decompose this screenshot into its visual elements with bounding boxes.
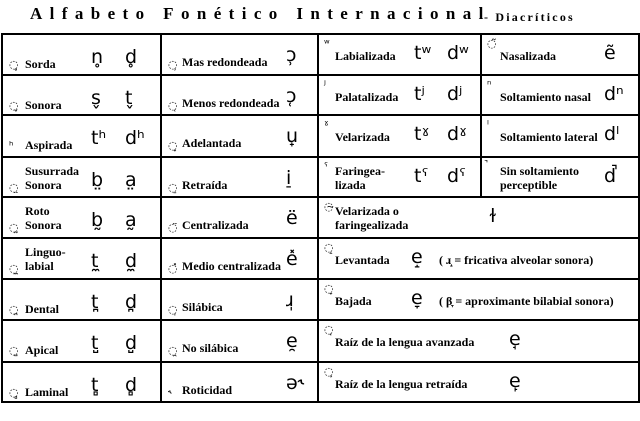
ipa-example: e̘ [509, 328, 521, 350]
ipa-example: ɹ̩ [286, 289, 294, 311]
table-row [2, 320, 639, 362]
ipa-example: d̼ [125, 250, 138, 272]
diacritic-cell [2, 279, 161, 320]
diacritic-cell [161, 279, 318, 320]
ipa-example: i̠ [286, 167, 292, 189]
diacritic-name: Mas redondeada [182, 55, 268, 69]
ipa-example: ə˞ [286, 372, 304, 394]
diacritic-name: Palatalizada [335, 90, 399, 104]
diacritic-name: Aspirada [25, 138, 73, 152]
table-row [2, 115, 639, 157]
diacritic-mark: ʲ [324, 78, 326, 91]
page-subtitle: - Diacríticos [484, 10, 575, 24]
diacritic-name: Dental [25, 302, 59, 316]
ipa-example: dˤ [447, 165, 467, 187]
ipa-example: b̤ [91, 169, 104, 191]
diacritic-name: Sorda [25, 57, 56, 71]
ipa-example: u̟ [286, 125, 299, 147]
diacritic-cell [2, 115, 161, 157]
table-row [2, 157, 639, 197]
diacritic-cell [2, 362, 161, 402]
ipa-example: d̥ [125, 46, 138, 68]
diacritic-cell [161, 157, 318, 197]
ipa-example: d̚ [604, 165, 617, 187]
ipa-example: n̥ [91, 46, 104, 68]
diacritic-name: Velarizada o faringealizada [335, 204, 409, 232]
ipa-example: dⁿ [604, 83, 624, 105]
diacritic-mark: ◌̥ [9, 58, 19, 71]
diacritic-cell [2, 34, 161, 75]
diacritic-name: Faringea- lizada [335, 164, 385, 192]
diacritic-mark: ˞ [168, 386, 172, 399]
ipa-example: ɔ̜ [286, 85, 297, 107]
diacritic-name: Raíz de la lengua retraída [335, 377, 468, 391]
ipa-example: dʲ [447, 83, 463, 105]
diacritic-cell [481, 115, 639, 157]
ipa-example: dˡ [604, 123, 620, 145]
diacritic-cell [161, 197, 318, 238]
diacritic-mark: ◌̺ [9, 344, 19, 357]
diacritic-mark: ◌̰ [9, 221, 19, 234]
ipa-example: dʰ [125, 127, 145, 149]
diacritic-mark: ◌̘ [324, 323, 334, 336]
diacritic-mark: ◌̽ [168, 262, 178, 275]
diacritic-mark: ◌̞ [324, 282, 334, 295]
diacritic-name: Silábica [182, 300, 223, 314]
table-row [2, 238, 639, 279]
ipa-example: s̬ [91, 87, 101, 109]
diacritic-mark: ◌̻ [9, 386, 19, 399]
diacritic-cell [2, 238, 161, 279]
diacritic-cell [318, 197, 639, 238]
diacritic-cell [481, 75, 639, 115]
ipa-example: t̬ [125, 87, 133, 109]
diacritic-cell [481, 34, 639, 75]
ipa-example: a̤ [125, 169, 137, 191]
diacritic-name: Linguo- labial [25, 245, 66, 273]
diacritic-name: Velarizada [335, 130, 390, 144]
diacritic-cell [318, 279, 639, 320]
ipa-example: t̺ [91, 332, 99, 354]
ipa-example: e̽ [286, 248, 298, 270]
diacritic-name: Labializada [335, 49, 396, 63]
diacritic-name: Bajada [335, 294, 372, 308]
diacritic-cell [2, 75, 161, 115]
diacritic-cell [318, 34, 481, 75]
diacritic-cell [318, 75, 481, 115]
diacritic-mark: ◌̩ [168, 303, 178, 316]
example-note: ( ɹ̝ = fricativa alveolar sonora) [439, 253, 594, 267]
ipa-example: tʷ [414, 42, 432, 64]
title-bar [0, 0, 640, 33]
diacritic-name: Retraída [182, 178, 228, 192]
diacritic-name: Soltamiento lateral [500, 130, 598, 144]
ipa-example: tʲ [414, 83, 425, 105]
diacritic-cell [2, 197, 161, 238]
ipa-example: dʷ [447, 42, 469, 64]
ipa-example: d̪ [125, 291, 138, 313]
diacritic-mark: ◌̜ [168, 99, 178, 112]
diacritic-mark: ◌̠ [168, 181, 178, 194]
ipa-example: ɔ̹ [286, 44, 297, 66]
ipa-example: tʰ [91, 127, 107, 149]
diacritic-mark: ˡ [487, 118, 489, 131]
table-row [2, 75, 639, 115]
diacritic-cell [161, 362, 318, 402]
diacritic-cell [161, 75, 318, 115]
diacritic-mark: ◌̟ [168, 139, 178, 152]
ipa-example: e̞ [411, 287, 423, 309]
diacritic-cell [481, 157, 639, 197]
diacritic-name: Sonora [25, 98, 62, 112]
diacritic-name: Medio centralizada [182, 259, 281, 273]
diacritic-name: Menos redondeada [182, 96, 280, 110]
diacritic-cell [2, 157, 161, 197]
example-note: ( β̞ = aproximante bilabial sonora) [439, 294, 614, 308]
diacritic-name: Roticidad [182, 383, 233, 397]
diacritic-name: Soltamiento nasal [500, 90, 592, 104]
diacritics-table [1, 33, 640, 403]
diacritic-mark: ◌̴ [324, 200, 334, 213]
diacritic-mark: ⁿ [487, 78, 492, 91]
diacritic-cell [2, 320, 161, 362]
ipa-example: t̻ [91, 374, 99, 396]
ipa-example: e̙ [509, 370, 521, 392]
ipa-example: d̻ [125, 374, 138, 396]
diacritic-mark: ◌̝ [324, 241, 334, 254]
ipa-example: t̼ [91, 250, 99, 272]
diacritic-mark: ◌̈ [168, 221, 178, 234]
diacritic-name: Raíz de la lengua avanzada [335, 335, 475, 349]
diacritic-cell [318, 320, 639, 362]
ipa-example: d̺ [125, 332, 138, 354]
diacritic-name: Sin soltamiento perceptible [500, 164, 580, 192]
diacritic-name: Laminal [25, 385, 69, 399]
diacritic-cell [318, 362, 639, 402]
diacritic-name: Centralizada [182, 218, 249, 232]
diacritic-name: No silábica [182, 341, 239, 355]
ipa-example: ɫ [489, 205, 497, 227]
diacritic-name: Susurrada Sonora [25, 164, 80, 192]
ipa-example: tˠ [414, 123, 430, 145]
diacritic-mark: ʰ [9, 139, 14, 152]
diacritic-name: Apical [25, 343, 59, 357]
diacritic-mark: ◌̼ [9, 262, 19, 275]
diacritic-cell [161, 320, 318, 362]
table-row [2, 279, 639, 320]
diacritic-mark: ◌̙ [324, 365, 334, 378]
ipa-example: ẽ [604, 42, 616, 64]
diacritic-cell [161, 238, 318, 279]
ipa-example: b̰ [91, 209, 104, 231]
page-title: Alfabeto Fonético Internacional [30, 4, 491, 23]
diacritic-name: Levantada [335, 253, 390, 267]
diacritic-cell [161, 115, 318, 157]
ipa-example: a̰ [125, 209, 137, 231]
diacritic-mark: ◌̬ [9, 99, 19, 112]
diacritic-cell [161, 34, 318, 75]
diacritic-mark: ◌̹ [168, 58, 178, 71]
ipa-example: dˠ [447, 123, 468, 145]
table-row [2, 197, 639, 238]
diacritic-mark: ◌̪ [9, 303, 19, 316]
table-row [2, 34, 639, 75]
diacritic-mark: ʷ [324, 37, 330, 50]
diacritic-mark: ˤ [324, 160, 329, 173]
diacritic-cell [318, 157, 481, 197]
ipa-example: e̝ [411, 246, 423, 268]
diacritic-mark: ◌̤ [9, 181, 19, 194]
diacritic-name: Nasalizada [500, 49, 557, 63]
ipa-example: t̪ [91, 291, 99, 313]
diacritic-cell [318, 115, 481, 157]
ipa-example: tˤ [414, 165, 429, 187]
table-row [2, 362, 639, 402]
ipa-example: e̯ [286, 330, 298, 352]
diacritic-name: Roto Sonora [25, 204, 62, 232]
diacritic-mark: ◌̃ [487, 37, 497, 50]
ipa-example: ë [286, 207, 298, 229]
diacritic-mark: ◌̯ [168, 344, 178, 357]
diacritic-mark: ˠ [324, 118, 329, 131]
diacritic-cell [318, 238, 639, 279]
diacritic-name: Adelantada [182, 136, 242, 150]
